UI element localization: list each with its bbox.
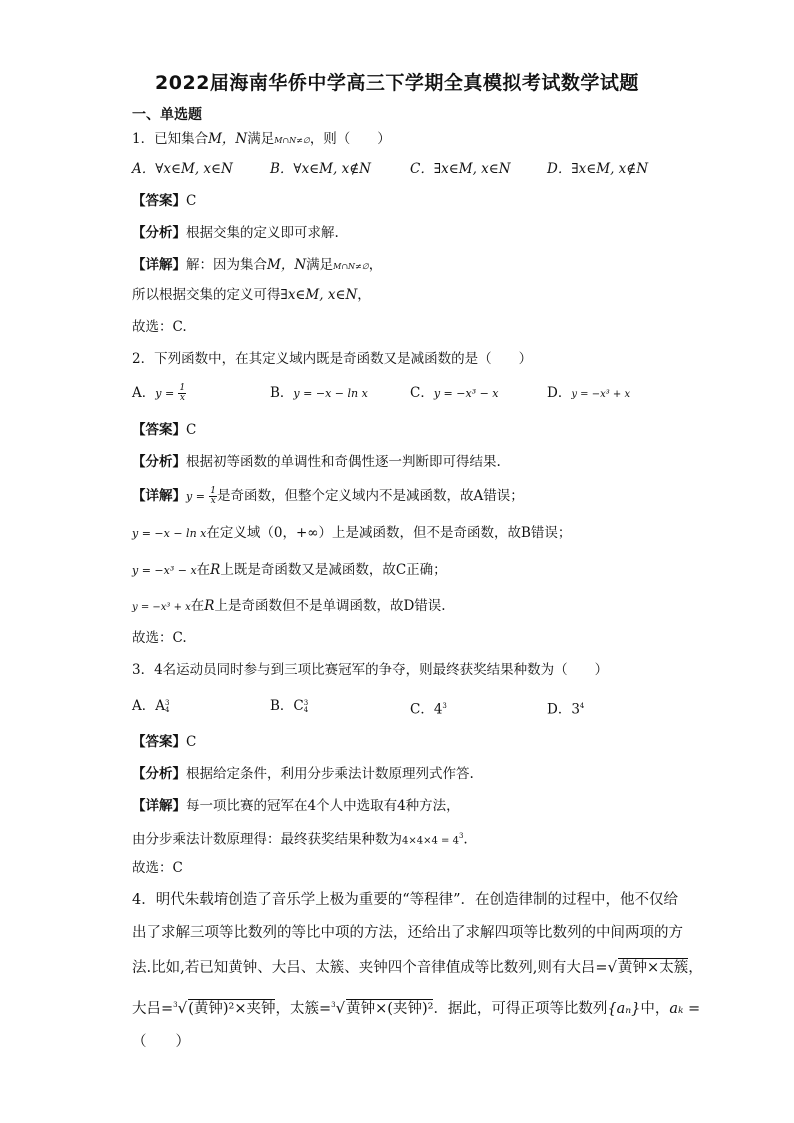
q4-line-5: （ ） — [132, 1034, 190, 1050]
radical-icon: √ — [335, 998, 346, 1017]
page-title: 2022届海南华侨中学高三下学期全真模拟考试数学试题 — [155, 72, 639, 94]
q1-option-b: B．∀x∈M, x∉N — [270, 161, 371, 177]
q1-analysis: 【分析】根据交集的定义即可求解. — [132, 225, 339, 241]
q2-detail-2: y = −x − ln x在定义域（0，+∞）上是减函数，但不是奇函数，故B错误； — [132, 525, 572, 541]
q2-option-c: C．y = −x³ − x — [410, 385, 499, 401]
q3-option-c: C．$4^3$ — [410, 701, 447, 718]
q3-option-b: B．C 3 4 — [270, 698, 309, 714]
q2-option-a: A．y = $\frac{1}{x}$ — [132, 383, 186, 403]
q2-detail-4: y = −x³ + x在R上是奇函数但不是单调函数，故D错误. — [132, 598, 446, 614]
q1-detail-2: 所以根据交集的定义可得∃x∈M, x∈N， — [132, 287, 371, 303]
section-heading: 一、单选题 — [132, 107, 202, 123]
q1-detail-1: 【详解】解：因为集合M，N满足M∩N≠∅， — [132, 257, 383, 273]
q1-stem: 1．已知集合M，N满足M∩N≠∅，则（ ） — [132, 131, 391, 147]
q2-stem: 2．下列函数中，在其定义域内既是奇函数又是减函数的是（ ） — [132, 351, 533, 367]
q3-detail-2: 由分步乘法计数原理得：最终获奖结果种数为$4\times 4\times 4 = 4^3$. — [132, 831, 468, 848]
q1-option-c: C．∃x∈M, x∈N — [410, 161, 511, 177]
q1-option-d: D．∃x∈M, x∉N — [547, 161, 649, 177]
q4-line-3: 法.比如,若已知黄钟、大吕、太簇、夹钟四个音律值成等比数列,则有大吕=√黄钟×太簇， — [132, 958, 703, 976]
q4-line-4: 大吕=$^3$√(黄钟)²×夹钟，太簇=$^3$√黄钟×(夹钟)²．据此，可得正项等比数列{aₙ}中，aₖ = — [132, 998, 701, 1017]
q2-answer: 【答案】C — [132, 422, 197, 438]
q3-analysis: 【分析】根据给定条件，利用分步乘法计数原理列式作答. — [132, 766, 474, 782]
q1-answer: 【答案】C — [132, 193, 197, 209]
radical-icon: √ — [607, 958, 618, 976]
q3-choose: 故选：C — [132, 860, 183, 876]
q1-choose: 故选：C. — [132, 319, 187, 335]
radical-icon: √ — [177, 998, 188, 1017]
q4-line-2: 出了求解三项等比数列的等比中项的方法，还给出了求解四项等比数列的中间两项的方 — [132, 925, 683, 941]
q3-answer: 【答案】C — [132, 734, 197, 750]
q2-detail-3: y = −x³ − x在R上既是奇函数又是减函数，故C正确； — [132, 562, 447, 578]
q2-option-b: B．y = −x − ln x — [270, 385, 368, 401]
q1-option-a: A．∀x∈M, x∈N — [132, 161, 233, 177]
q2-detail-1: 【详解】y = $\frac{1}{x}$ 是奇函数，但整个定义域内不是减函数，故A错误； — [132, 486, 524, 506]
fraction: $\frac{1}{x}$ — [179, 383, 186, 403]
q3-detail-1: 【详解】每一项比赛的冠军在4个人中选取有4种方法， — [132, 798, 460, 814]
q2-choose: 故选：C. — [132, 630, 187, 646]
q3-option-d: D．$3^4$ — [547, 701, 585, 718]
q2-option-d: D．y = −x³ + x — [547, 385, 631, 401]
q2-analysis: 【分析】根据初等函数的单调性和奇偶性逐一判断即可得结果. — [132, 454, 501, 470]
fraction: $\frac{1}{x}$ — [210, 486, 216, 506]
q3-stem: 3．4名运动员同时参与到三项比赛冠军的争夺，则最终获奖结果种数为（ ） — [132, 662, 609, 678]
q3-option-a: A．A 3 4 — [132, 698, 170, 714]
q4-line-1: 4．明代朱载堉创造了音乐学上极为重要的“等程律”．在创造律制的过程中，他不仅给 — [132, 892, 679, 908]
